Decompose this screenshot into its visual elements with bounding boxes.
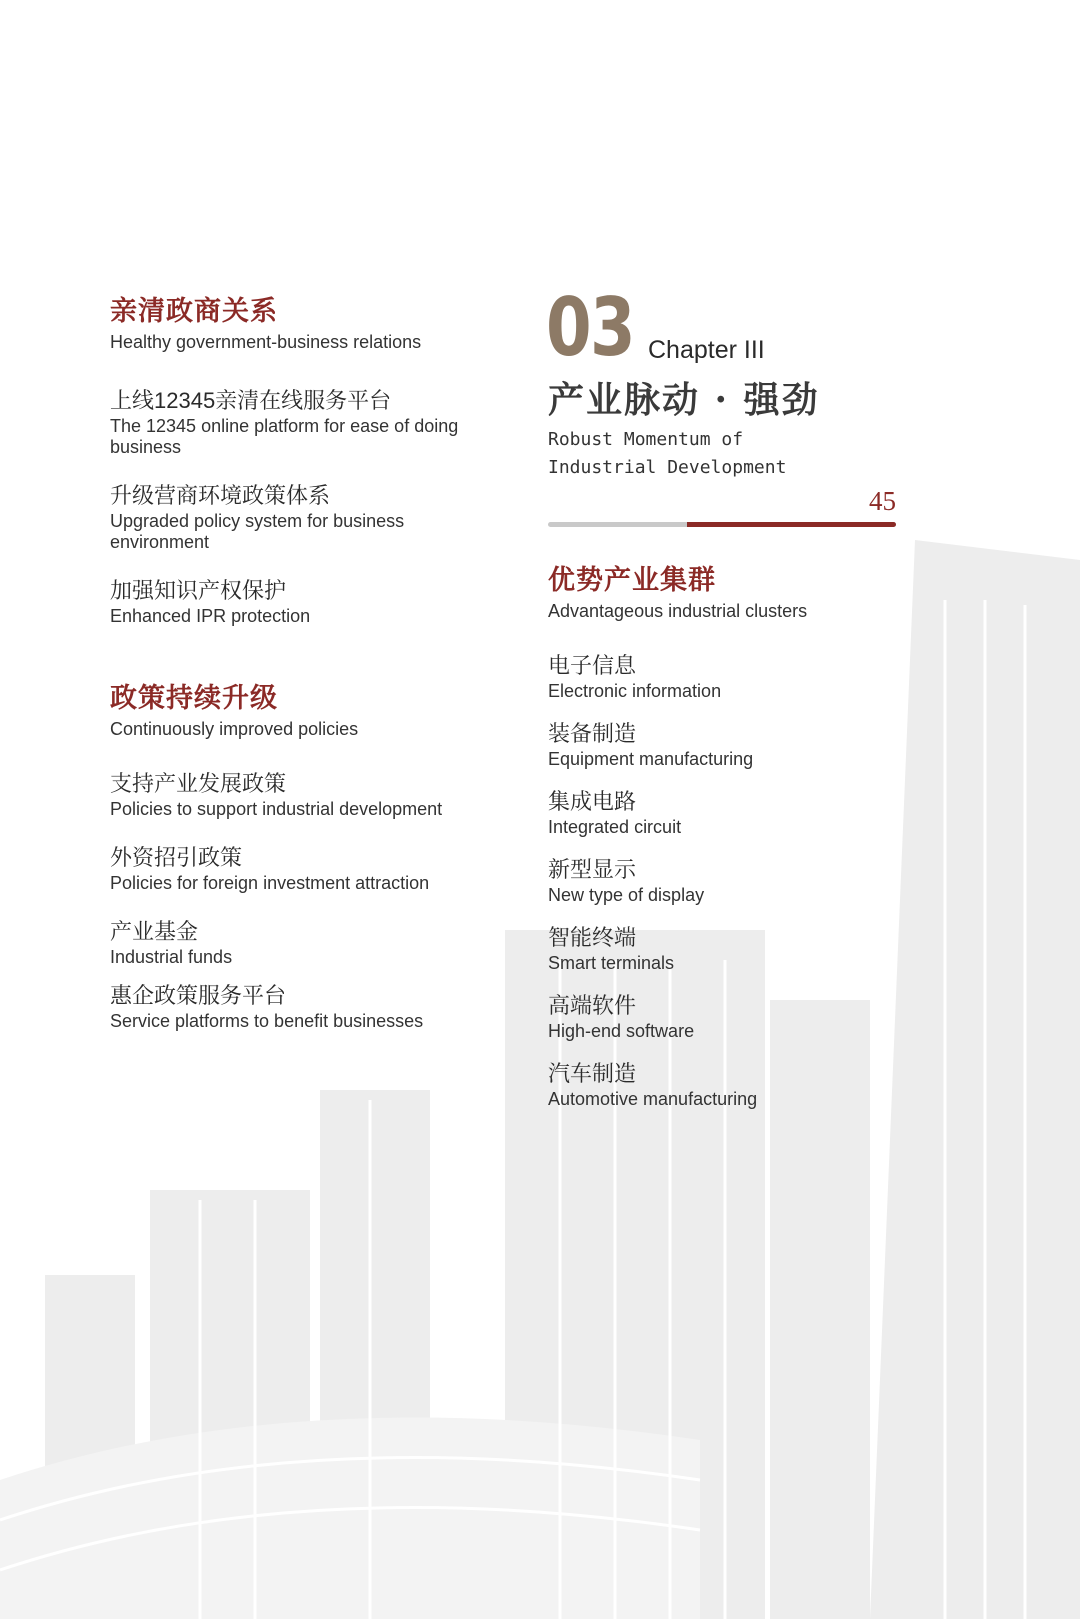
item-title-en: Upgraded policy system for business environment: [110, 511, 405, 552]
list-item: [110, 387, 490, 458]
chapter-progress-bar: [548, 522, 896, 527]
list-item: [548, 1060, 928, 1110]
item-title-en: Enhanced IPR protection: [110, 606, 311, 626]
item-title-zh: 支持产业发展政策: [110, 771, 287, 796]
section-title-en: Advantageous industrial clusters: [548, 601, 808, 621]
item-title-en: Electronic information: [548, 681, 722, 701]
list-item: [110, 918, 490, 968]
chapter-title-en: [548, 426, 928, 482]
progress-fill: [687, 522, 896, 527]
list-item: [548, 992, 928, 1042]
list-item: [548, 652, 928, 702]
list-item: [110, 844, 490, 894]
list-item: [548, 924, 928, 974]
left-column: [110, 296, 490, 1032]
item-title-zh: 智能终端: [548, 925, 637, 950]
item-title-en: Integrated circuit: [548, 817, 682, 837]
section-title-zh: 亲清政商关系: [110, 296, 278, 327]
item-title-en: New type of display: [548, 885, 705, 905]
section-policies: [110, 683, 490, 1032]
chapter-label: Chapter III: [648, 336, 765, 364]
item-title-en: Service platforms to benefit businesses: [110, 1011, 424, 1031]
item-title-zh: 外资招引政策: [110, 845, 243, 870]
item-title-en: Policies to support industrial development: [110, 799, 443, 819]
list-item: [110, 482, 490, 553]
item-title-zh: 电子信息: [548, 653, 637, 678]
list-item: [110, 770, 490, 820]
item-title-en: The 12345 online platform for ease of doing business: [110, 416, 459, 457]
section-title-zh: 优势产业集群: [548, 565, 716, 596]
item-title-zh: 加强知识产权保护: [110, 578, 287, 603]
section-title-zh: 政策持续升级: [110, 683, 278, 714]
item-title-zh: 升级营商环境政策体系: [110, 483, 331, 508]
item-title-zh: 集成电路: [548, 789, 637, 814]
page-number-row: [548, 482, 896, 522]
chapter-title-en-line1: Robust Momentum of: [548, 429, 744, 450]
chapter-number: 03: [546, 281, 635, 374]
item-title-zh: 装备制造: [548, 721, 637, 746]
item-title-en: Smart terminals: [548, 953, 675, 973]
section-title-en: Continuously improved policies: [110, 719, 359, 739]
list-item: [110, 982, 490, 1032]
item-title-zh: 惠企政策服务平台: [110, 983, 287, 1008]
chapter-heading: [546, 281, 928, 374]
item-title-zh: 新型显示: [548, 857, 637, 882]
right-column: [546, 281, 928, 1110]
item-title-en: Policies for foreign investment attraction: [110, 873, 430, 893]
item-title-zh: 高端软件: [548, 993, 637, 1018]
item-title-en: Automotive manufacturing: [548, 1089, 758, 1109]
item-title-en: Equipment manufacturing: [548, 749, 754, 769]
item-title-en: High-end software: [548, 1021, 695, 1041]
list-item: [110, 577, 490, 627]
section-business-relations: [110, 296, 490, 627]
list-item: [548, 720, 928, 770]
item-title-zh: 上线12345亲清在线服务平台: [110, 388, 392, 413]
list-item: [548, 856, 928, 906]
item-title-zh: 汽车制造: [548, 1061, 637, 1086]
section-title-en: Healthy government-business relations: [110, 332, 422, 352]
section-industrial-clusters: [548, 565, 928, 1110]
chapter-title-en-line2: Industrial Development: [548, 457, 787, 478]
chapter-title-zh: 产业脉动 · 强劲: [548, 379, 820, 421]
item-title-en: Industrial funds: [110, 947, 233, 967]
list-item: [548, 788, 928, 838]
page-number: 45: [869, 486, 896, 516]
item-title-zh: 产业基金: [110, 919, 199, 944]
